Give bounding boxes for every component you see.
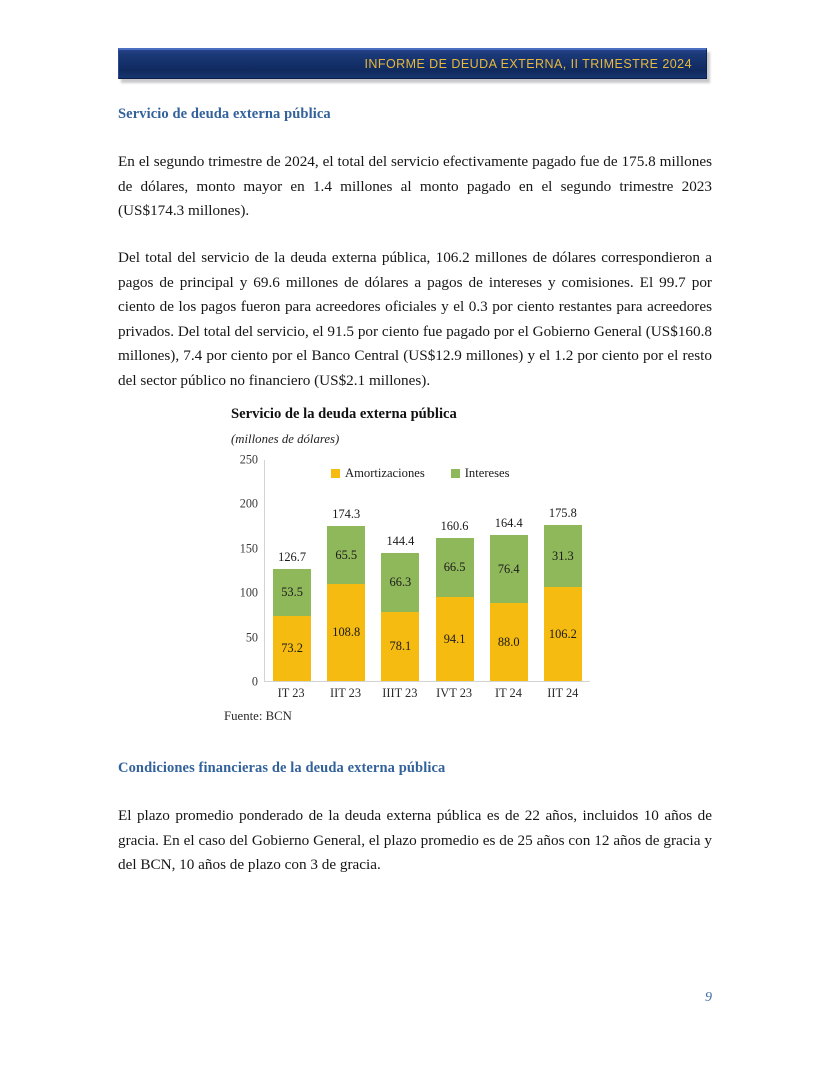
page-header-banner: [118, 48, 707, 80]
chart-subtitle: (millones de dólares): [231, 432, 340, 446]
bar-segment-amortizaciones: [544, 587, 582, 681]
bar-column[interactable]: [436, 460, 474, 681]
page-number: 9: [705, 990, 712, 1005]
bar-segment-label-amortizaciones: 106.2: [548, 626, 577, 641]
bar-segment-intereses: [273, 569, 311, 616]
section-heading-condiciones: Condiciones financieras de la deuda externa pública: [118, 760, 446, 776]
x-tick-label: IVT 23: [436, 686, 473, 700]
banner-bar: [118, 48, 707, 79]
bar-segment-label-amortizaciones: 108.8: [332, 625, 361, 639]
bar-segment-amortizaciones: [436, 597, 474, 681]
legend-label-amortizaciones: Amortizaciones: [345, 466, 425, 480]
bar-segment-label-intereses: 66.5: [443, 560, 466, 574]
bar-segment-label-intereses: 53.5: [281, 585, 303, 599]
chart-servicio-deuda-externa: [118, 406, 712, 736]
y-tick-0: 0: [251, 674, 258, 689]
y-tick-50: 50: [245, 630, 258, 645]
bar-column[interactable]: [544, 460, 582, 681]
bar-segment-amortizaciones: [381, 612, 419, 681]
y-tick-250: 250: [239, 452, 258, 467]
report-title: INFORME DE DEUDA EXTERNA, II TRIMESTRE 2024: [364, 57, 692, 71]
bar-total-label: 174.3: [332, 507, 361, 521]
document-body-secondary: [118, 760, 712, 878]
bar-segment-label-amortizaciones: 88.0: [497, 634, 520, 649]
chart-y-axis: [224, 452, 258, 689]
bar-segment-label-intereses: 66.3: [389, 575, 412, 589]
bar-segment-label-intereses: 65.5: [335, 547, 358, 562]
bar-segment-amortizaciones: [273, 616, 311, 681]
x-tick-label: IIIT 23: [382, 686, 418, 700]
chart-plot-host: [224, 452, 590, 700]
chart-x-axis: [264, 686, 590, 701]
bar-segment-intereses: [490, 535, 528, 603]
bar-column[interactable]: [327, 460, 365, 681]
bar-column[interactable]: [273, 460, 311, 681]
bar-segment-intereses: [381, 553, 419, 612]
section-heading-servicio: Servicio de deuda externa pública: [118, 106, 331, 122]
x-tick-label: IT 24: [494, 686, 522, 700]
bar-total-label: 126.7: [278, 550, 307, 564]
chart-source-note: Fuente: BCN: [224, 709, 292, 723]
paragraph-servicio-1: En el segundo trimestre de 2024, el total del servicio efectivamente pagado fue de 175.8 millones de dólares, monto mayor en 1.4 millones al monto pagado en el segundo trimestre 2023 (US$174.3 millones).: [118, 153, 712, 220]
bar-segment-label-intereses: 31.3: [552, 548, 574, 563]
x-tick-label: IIT 24: [547, 686, 579, 700]
bar-segment-amortizaciones: [327, 584, 365, 681]
bar-segment-intereses: [327, 526, 365, 584]
y-tick-100: 100: [239, 585, 258, 600]
bar-segment-label-amortizaciones: 94.1: [443, 631, 466, 646]
y-tick-150: 150: [239, 541, 258, 556]
spacer: [118, 123, 712, 150]
bar-column[interactable]: [490, 460, 528, 681]
paragraph-servicio-2: Del total del servicio de la deuda externa pública, 106.2 millones de dólares correspondieron a pagos de principal y 69.6 millones de dólares a pagos de intereses y comisiones. El 99.7 por ciento de los pagos fueron para acreedores oficiales y el 0.3 por ciento restantes para acreedores privados. Del total del servicio, el 91.5 por ciento fue pagado por el Gobierno General (US$160.8 millones), 7.4 por ciento por el Banco Central (US$12.9 millones) y el 1.2 por ciento por el resto del sector público no financiero (US$2.1 millones).: [118, 248, 712, 389]
bar-segment-label-intereses: 76.4: [497, 561, 520, 576]
bar-segment-label-amortizaciones: 78.1: [389, 639, 412, 653]
bar-segment-amortizaciones: [490, 603, 528, 681]
bar-segment-intereses: [436, 538, 474, 597]
paragraph-condiciones-1: El plazo promedio ponderado de la deuda externa pública es de 22 años, incluidos 10 años de gracia. En el caso del Gobierno General, el plazo promedio es de 25 años con 12 años de gracia y del BCN, 10 años de plazo con 3 de gracia.: [118, 807, 712, 874]
x-tick-label: IIT 23: [329, 686, 362, 700]
legend-label-intereses: Intereses: [464, 466, 510, 480]
spacer: [118, 777, 712, 804]
chart-title: Servicio de la deuda externa pública: [231, 406, 457, 422]
chart-bars: [265, 460, 590, 681]
bar-total-label: 144.4: [386, 534, 415, 548]
bar-column[interactable]: [381, 460, 419, 681]
bar-total-label: 164.4: [494, 516, 523, 530]
bar-total-label: 160.6: [440, 519, 469, 533]
spacer: [118, 224, 712, 246]
document-body: [118, 106, 712, 394]
bar-segment-intereses: [544, 525, 582, 587]
x-tick-label: IT 23: [277, 686, 305, 700]
chart-plot-area: [264, 460, 590, 682]
y-tick-200: 200: [239, 496, 258, 511]
bar-segment-label-amortizaciones: 73.2: [281, 641, 303, 655]
bar-total-label: 175.8: [548, 506, 577, 520]
